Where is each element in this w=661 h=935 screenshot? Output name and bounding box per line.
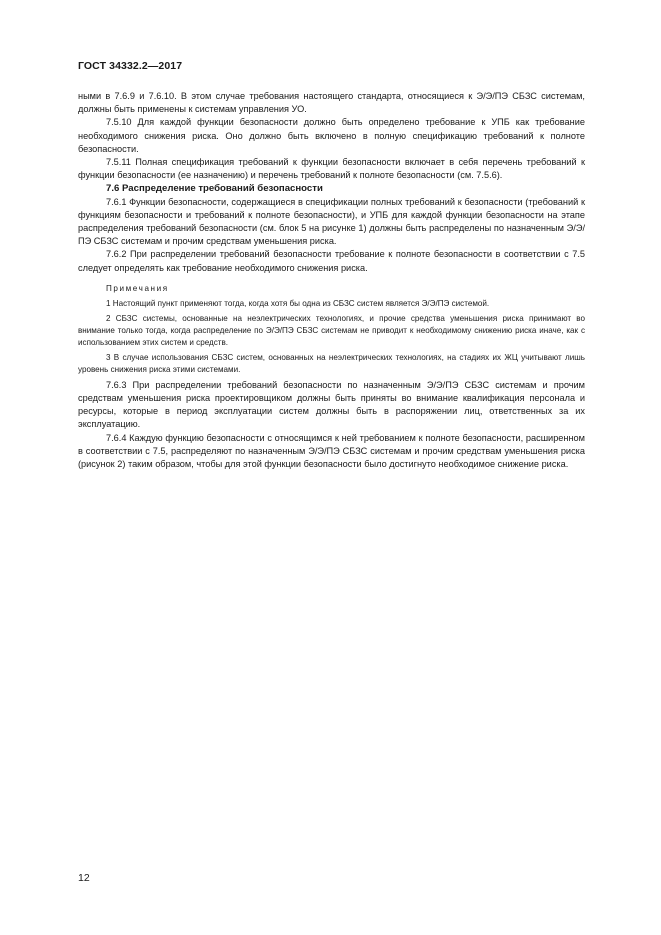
paragraph-7-6-1: 7.6.1 Функции безопасности, содержащиеся в спецификации полных требований к безопасности (требований к функциям безопасности и требований к полноте безопасности), и УПБ для каждой функции безопасности на этапе распределения требований безопасности (см. блок 5 на рисунке 1) должны быть распределены по назначенным Э/Э/ПЭ СБЗС системам и прочим средствам уменьшения риска. xyxy=(78,196,585,247)
note-item: 2 СБЗС системы, основанные на неэлектрических технологиях, и прочие средства уменьшения риска принимают во внимание только тогда, когда распределение по Э/Э/ПЭ СБЗС системам не приводит к необходимому снижению риска иначе, как с использованием этих систем и средств. xyxy=(78,313,585,347)
section-title: 7.6 Распределение требований безопасности xyxy=(106,183,323,195)
document-body xyxy=(78,90,585,471)
paragraph-7-6-2: 7.6.2 При распределении требований безопасности требование к полноте безопасности в соответствии с 7.5 следует определять как требование необходимого снижения риска. xyxy=(78,249,585,273)
notes-title: Примечания xyxy=(106,283,169,293)
document-header-title: ГОСТ 34332.2—2017 xyxy=(78,60,183,72)
paragraph-7-6-4: 7.6.4 Каждую функцию безопасности с относящимся к ней требованием к полноте безопасности, расширенном в соответствии с 7.5, распределяют по назначенным Э/Э/ПЭ СБЗС системам и прочим средствам уменьшения риска (рисунок 2) таким образом, чтобы для этой функции безопасности было достигнуто необходимое снижение риска. xyxy=(78,432,585,470)
paragraph-7-6-3: 7.6.3 При распределении требований безопасности по назначенным Э/Э/ПЭ СБЗС системам и прочим средствам уменьшения риска проектировщиком должны быть приняты во внимание квалификация персонала и ресурсы, которые в период эксплуатации систем должны быть в распоряжении лиц, ответственных за их эксплуатацию. xyxy=(78,379,585,430)
page-number: 12 xyxy=(78,872,90,884)
note-item: 1 Настоящий пункт применяют тогда, когда хотя бы одна из СБЗС систем является Э/Э/ПЭ системой. xyxy=(106,298,490,308)
notes-block xyxy=(78,283,585,376)
note-item: 3 В случае использования СБЗС систем, основанных на неэлектрических технологиях, на стадиях их ЖЦ учитывают лишь уровень снижения риска этими системами. xyxy=(78,352,585,374)
paragraph-7-5-11: 7.5.11 Полная спецификация требований к функции безопасности включает в себя перечень требований к функции безопасности (ее назначению) и перечень требований к полноте безопасности (см. 7.5.6). xyxy=(78,157,585,181)
paragraph-continuation: ными в 7.6.9 и 7.6.10. В этом случае требования настоящего стандарта, относящиеся к Э/Э/ПЭ СБЗС системам, должны быть применены к системам управления УО. xyxy=(78,91,585,115)
paragraph-7-5-10: 7.5.10 Для каждой функции безопасности должно быть определено требование к УПБ как требование необходимого снижения риска. Оно должно быть включено в полную спецификацию требований к полноте безопасности. xyxy=(78,117,585,154)
